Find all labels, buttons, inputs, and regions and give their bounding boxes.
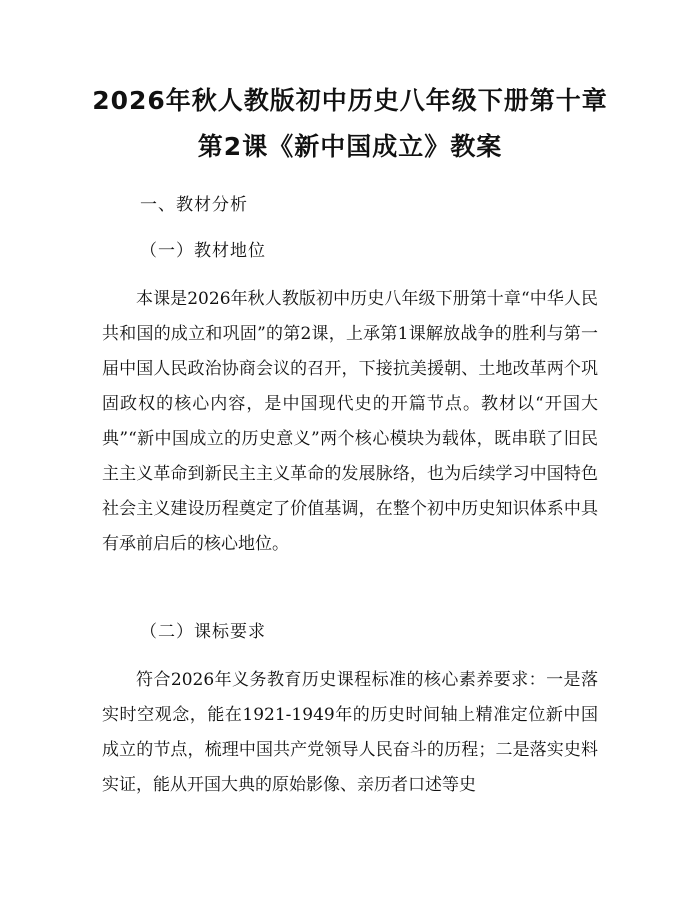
subsection-heading-curriculum-requirements: （二）课标要求 bbox=[140, 622, 266, 642]
section-heading-textbook-analysis: 一、教材分析 bbox=[140, 195, 248, 215]
paragraph-textbook-position: 本课是2026年秋人教版初中历史八年级下册第十章“中华人民共和国的成立和巩固”的第2课，上承第1课解放战争的胜利与第一届中国人民政治协商会议的召开，下接抗美援朝、土地改革两个巩固政权的核心内容，是中国现代史的开篇节点。教材以“开国大典”“新中国成立的历史意义”两个核心模块为载体，既串联了旧民主主义革命到新民主主义革命的发展脉络，也为后续学习中国特色社会主义建设历程奠定了价值基调，在整个初中历史知识体系中具有承前启后的核心地位。 bbox=[102, 289, 598, 554]
subsection-heading-textbook-position: （一）教材地位 bbox=[140, 241, 266, 261]
paragraph-curriculum-requirements: 符合2026年义务教育历史课程标准的核心素养要求：一是落实时空观念，能在1921-1949年的历史时间轴上精准定位新中国成立的节点，梳理中国共产党领导人民奋斗的历程；二是落实史料实证，能从开国大典的原始影像、亲历者口述等史 bbox=[102, 670, 598, 795]
document-title-line-1: 2026年秋人教版初中历史八年级下册第十章 bbox=[92, 86, 608, 115]
document-title-line-2: 第2课《新中国成立》教案 bbox=[197, 132, 503, 161]
